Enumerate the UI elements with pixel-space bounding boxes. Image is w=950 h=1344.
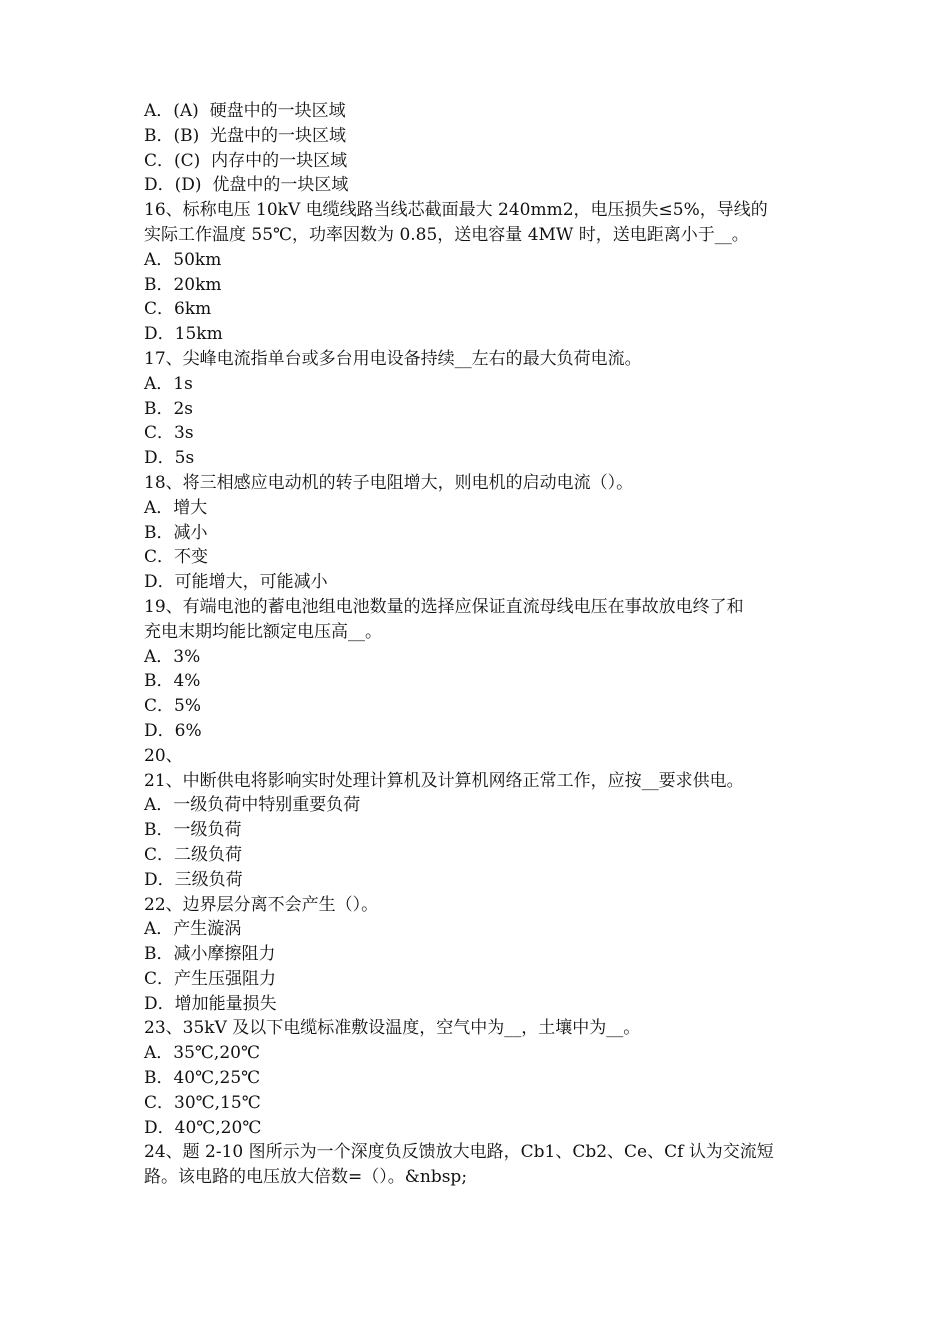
text-line: B．4% <box>144 671 201 692</box>
text-line: D．6% <box>144 720 202 741</box>
text-line: C．二级负荷 <box>144 844 243 865</box>
question-20-text: 20、 <box>144 745 183 766</box>
text-line: B．(B) 光盘中的一块区域 <box>144 125 347 146</box>
text-line: D．可能增大，可能减小 <box>144 572 328 593</box>
question-21-text: 21、中断供电将影响实时处理计算机及计算机网络正常工作，应按__要求供电。 <box>144 770 744 791</box>
text-line: B．减小 <box>144 522 208 543</box>
question-23-text: 23、35kV 及以下电缆标准敷设温度，空气中为__，土壤中为__。 <box>144 1018 641 1039</box>
text-line: D．增加能量损失 <box>144 993 277 1014</box>
text-line: C．30℃,15℃ <box>144 1092 261 1113</box>
text-line: B．20km <box>144 274 222 295</box>
text-line: A．增大 <box>144 497 208 518</box>
text-line: A．35℃,20℃ <box>144 1043 260 1064</box>
text-line: B．2s <box>144 398 194 419</box>
text-line: B．40℃,25℃ <box>144 1068 261 1089</box>
text-line: D．三级负荷 <box>144 869 243 890</box>
text-line: D．5s <box>144 448 195 469</box>
question-19-text: 充电末期均能比额定电压高__。 <box>144 621 382 642</box>
question-24-text: 路。该电路的电压放大倍数=（）。&nbsp; <box>144 1167 468 1188</box>
text-line: C．5% <box>144 696 201 717</box>
text-line: B．减小摩擦阻力 <box>144 944 276 965</box>
text-line: D．15km <box>144 324 223 345</box>
question-17-text: 17、尖峰电流指单台或多台用电设备持续__左右的最大负荷电流。 <box>144 348 642 369</box>
text-line: A．产生漩涡 <box>144 919 242 940</box>
text-line: A．(A) 硬盘中的一块区域 <box>144 101 346 121</box>
question-19-text: 19、有端电池的蓄电池组电池数量的选择应保证直流母线电压在事故放电终了和 <box>144 596 744 617</box>
text-line: C．6km <box>144 299 212 320</box>
question-22-text: 22、边界层分离不会产生（）。 <box>144 894 379 915</box>
question-text-block <box>144 99 816 1190</box>
text-line: B．一级负荷 <box>144 820 242 841</box>
text-line: C．产生压强阻力 <box>144 968 277 989</box>
text-line: D．40℃,20℃ <box>144 1117 262 1138</box>
question-18-text: 18、将三相感应电动机的转子电阻增大，则电机的启动电流（）。 <box>144 472 634 493</box>
text-line: C．不变 <box>144 547 209 568</box>
text-line: A．1s <box>144 373 193 394</box>
text-line: D．(D) 优盘中的一块区域 <box>144 175 349 196</box>
text-line: A．50km <box>144 249 222 270</box>
question-16-text: 实际工作温度 55℃，功率因数为 0.85，送电容量 4MW 时，送电距离小于__。 <box>144 224 749 245</box>
question-16-text: 16、标称电压 10kV 电缆线路当线芯截面最大 240mm2，电压损失≤5%，导线的 <box>144 200 768 221</box>
text-line: A．一级负荷中特别重要负荷 <box>144 795 361 816</box>
text-line: A．3% <box>144 646 201 667</box>
question-24-text: 24、题 2-10 图所示为一个深度负反馈放大电路，Cb1、Cb2、Ce、Cf 认为交流短 <box>144 1142 774 1163</box>
text-line: C．3s <box>144 423 194 444</box>
text-line: C．(C) 内存中的一块区域 <box>144 150 348 171</box>
